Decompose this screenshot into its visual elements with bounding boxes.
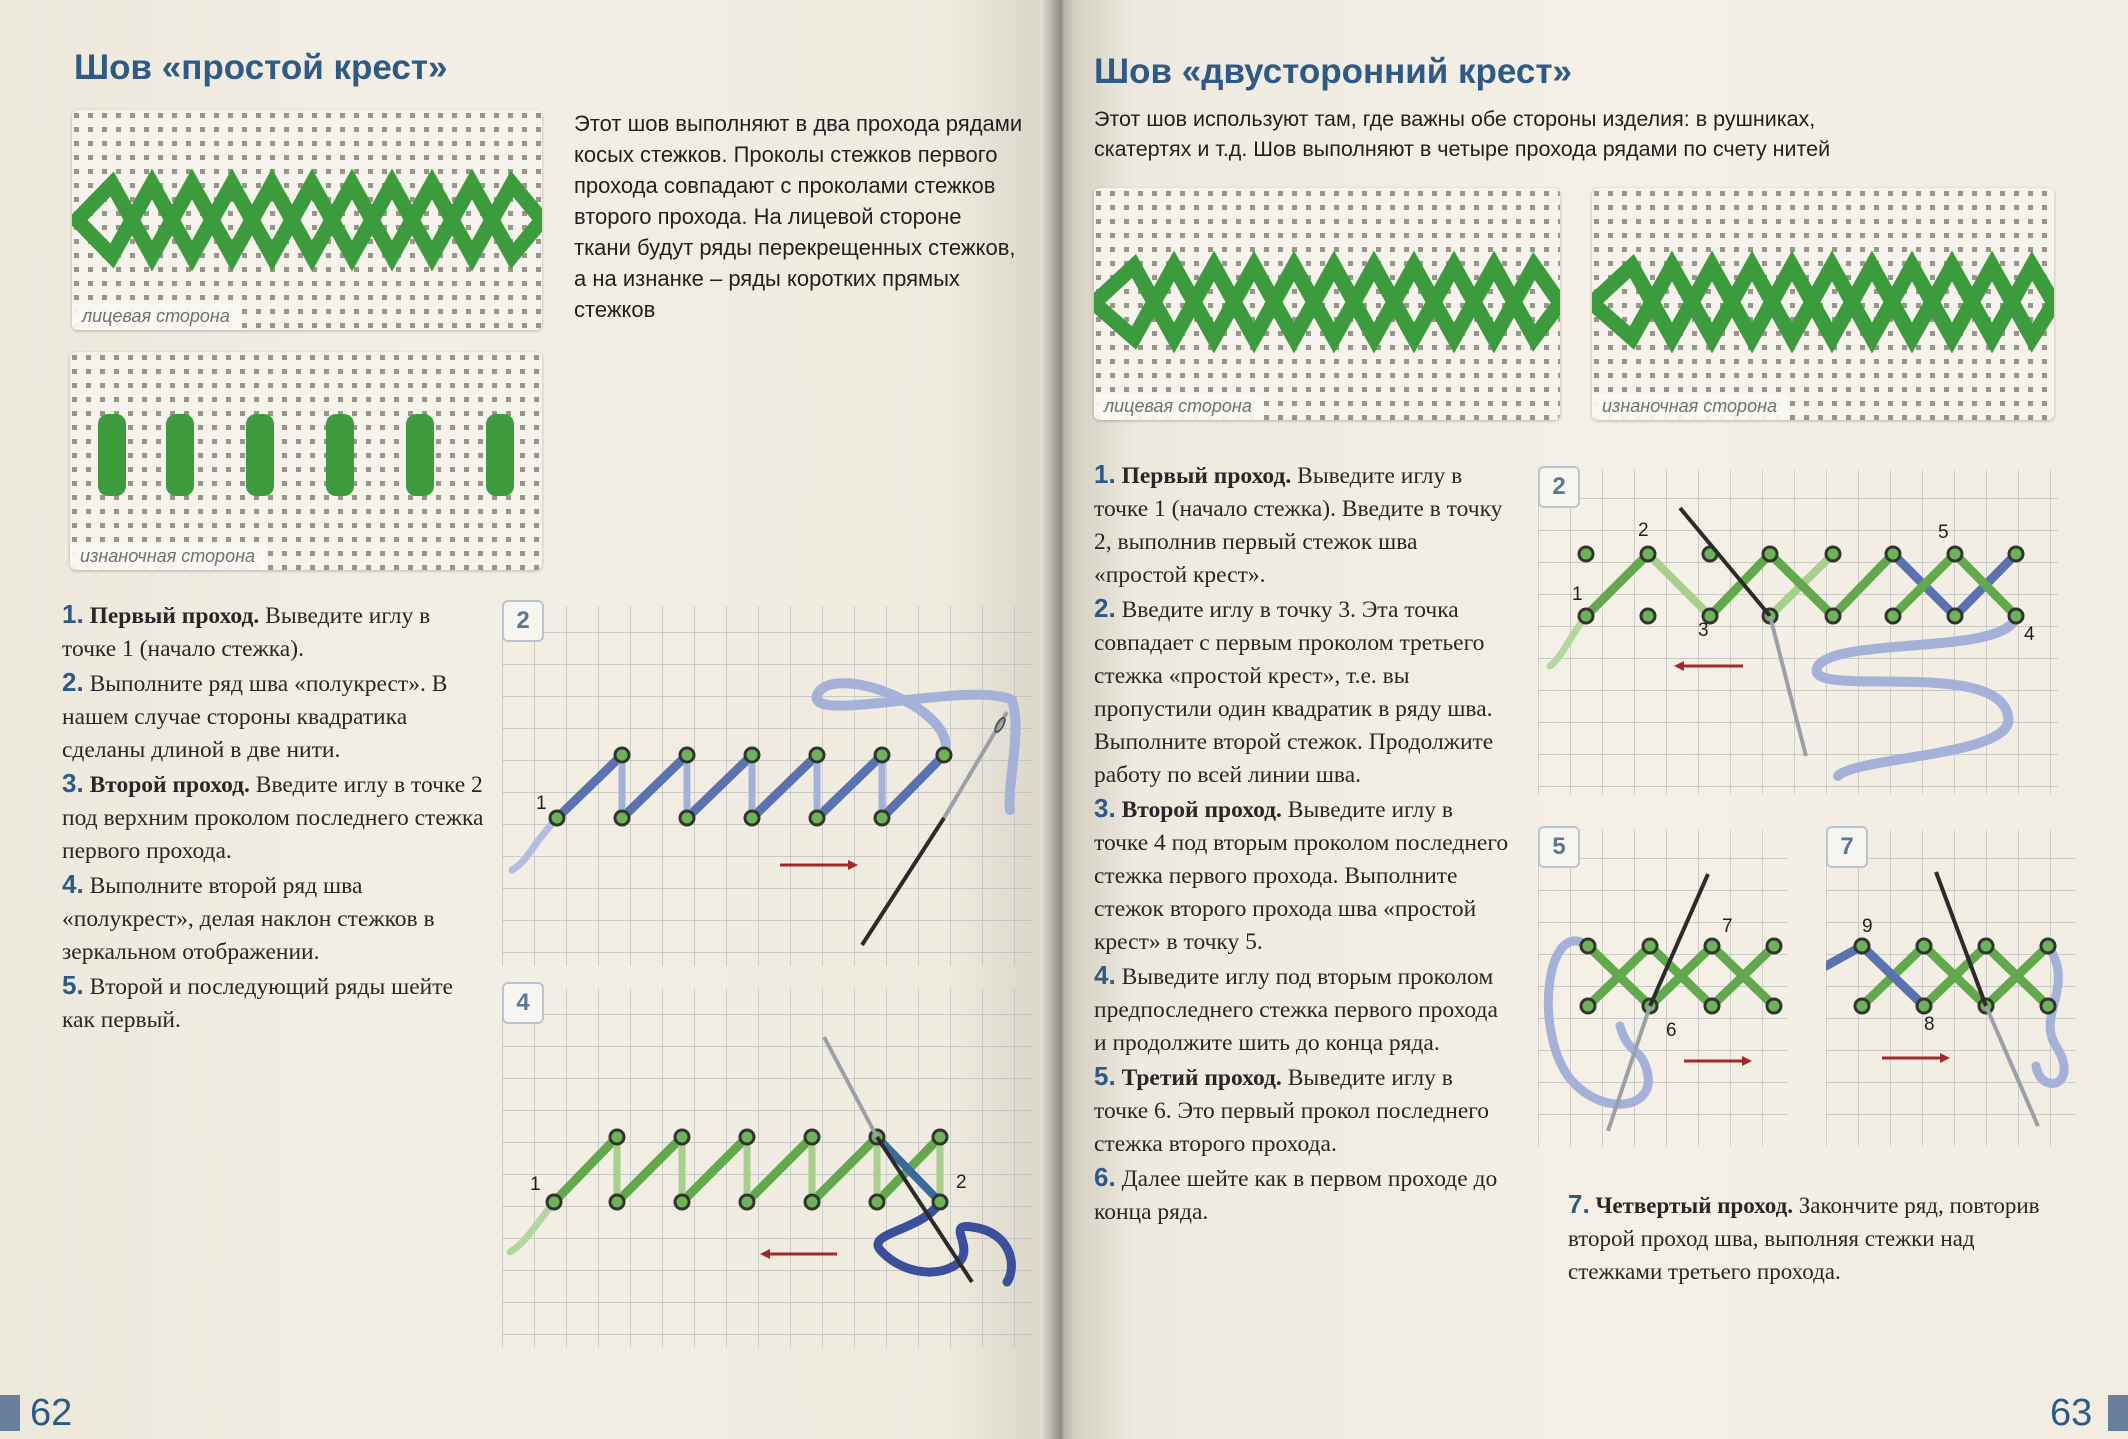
left-step-4: 4. Выполните второй ряд шва «полукрест», делая наклон стежков в зеркальном отображении. [62,869,435,965]
diagram-right-b-p6: 6 [1666,1020,1677,1041]
diagram-left-a-badge: 2 [502,600,544,642]
diagram-right-a-p3: 3 [1698,620,1709,641]
left-step-1: 1. Первый проход. Выведите иглу в точке 1 (начало стежка). [62,599,431,662]
left-page-number: 62 [30,1392,73,1434]
right-step-7-block [1568,1188,2068,1288]
diagram-left-b-point-2: 2 [956,1172,967,1193]
diagram-left-b-svg [502,982,1032,1352]
left-page-title: Шов «простой крест» [74,48,448,87]
diagram-right-b-svg [1538,826,1788,1146]
photo-front-label: лицевая сторона [72,304,242,330]
photo-back-side [1592,188,2054,420]
right-step-5: 5. Третий проход. Выведите иглу в точке 6. Это первый прокол последнего стежка второго прохода. [1094,1061,1490,1157]
right-step-2: 2. Введите иглу в точку 3. Эта точка совпадает с первым проколом третьего стежка «простой крест», т.е. вы пропустили один квадратик в ряду шва. Выполните второй стежок. Продолжите работу по всей линии шва. [1094,593,1494,788]
photo-right-front-svg [1094,188,1560,420]
diagram-double-cross-third-pass [1538,826,1788,1146]
photo-back-label: изнаночная сторона [70,544,267,570]
diagram-double-cross-fourth-pass [1826,826,2076,1146]
photo-front-side [72,110,542,330]
right-step-3: 3. Второй проход. Выведите иглу в точке 4 под вторым проколом последнего стежка первого прохода. Выполните стежок второго прохода шва «простой крест» в точку 5. [1094,793,1509,955]
diagram-right-a-badge: 2 [1538,466,1580,508]
diagram-right-a-p5: 5 [1938,522,1949,543]
right-step-1: 1. Первый проход. Выведите иглу в точке 1 (начало стежка). Введите в точку 2, выполнив первый стежок шва «простой крест». [1094,459,1503,588]
right-page-marker [2108,1395,2128,1431]
right-intro-text: Этот шов используют там, где важны обе стороны изделия: в рушниках, скатертях и т.д. Шов выполняют в четыре прохода рядами по счету нитей [1094,107,1831,161]
diagram-right-b-badge: 5 [1538,826,1580,868]
diagram-left-a-point-1: 1 [536,793,547,814]
diagram-half-cross-second-pass [502,982,1032,1352]
photo-right-front-label: лицевая сторона [1094,394,1264,420]
photo-back-svg [70,352,542,570]
diagram-half-cross-first-pass [502,600,1032,970]
left-step-3: 3. Второй проход. Введите иглу в точке 2 под верхним проколом последнего стежка первого прохода. [62,768,484,864]
diagram-right-a-p1: 1 [1572,584,1583,605]
right-steps [1094,458,1509,1229]
diagram-left-b-badge: 4 [502,982,544,1024]
diagram-right-c-badge: 7 [1826,826,1868,868]
diagram-left-a-svg [502,600,1032,970]
diagram-right-c-svg [1826,826,2076,1146]
diagram-double-cross-first-pass [1538,466,2058,796]
photo-right-back-svg [1592,188,2054,420]
right-page [1072,0,2128,1439]
diagram-right-c-p8: 8 [1924,1014,1935,1035]
left-step-5: 5. Второй и последующий ряды шейте как первый. [62,970,453,1033]
right-page-number: 63 [2050,1392,2093,1434]
left-page-marker [0,1395,20,1431]
diagram-left-b-point-1: 1 [530,1174,541,1195]
right-step-4: 4. Выведите иглу под вторым проколом предпоследнего стежка первого прохода и продолжите шить до конца ряда. [1094,960,1498,1056]
right-step-7: 7. Четвертый проход. Закончите ряд, повторив второй проход шва, выполняя стежки над стежками третьего прохода. [1568,1189,2040,1284]
left-page [0,0,1052,1439]
left-intro-text: Этот шов выполняют в два прохода рядами косых стежков. Проколы стежков первого прохода совпадают с проколами стежков второго прохода. На лицевой стороне ткани будут ряды перекрещенных стежков, а на изнанке – ряды коротких прямых стежков [574,111,1023,322]
diagram-right-a-p4: 4 [2024,624,2035,645]
diagram-right-c-p9: 9 [1862,916,1873,937]
photo-front-side [1094,188,1560,420]
right-page-title: Шов «двусторонний крест» [1094,52,1573,91]
diagram-right-a-p2: 2 [1638,520,1649,541]
photo-back-side [70,352,542,570]
diagram-right-a-svg [1538,466,2058,796]
photo-right-back-label: изнаночная сторона [1592,394,1789,420]
right-step-6: 6. Далее шейте как в первом проходе до конца ряда. [1094,1162,1498,1225]
left-step-2: 2. Выполните ряд шва «полукрест». В нашем случае стороны квадратика сделаны длиной в две нити. [62,667,448,763]
diagram-right-b-p7: 7 [1722,916,1733,937]
left-steps [62,598,487,1037]
photo-front-svg [72,110,542,330]
